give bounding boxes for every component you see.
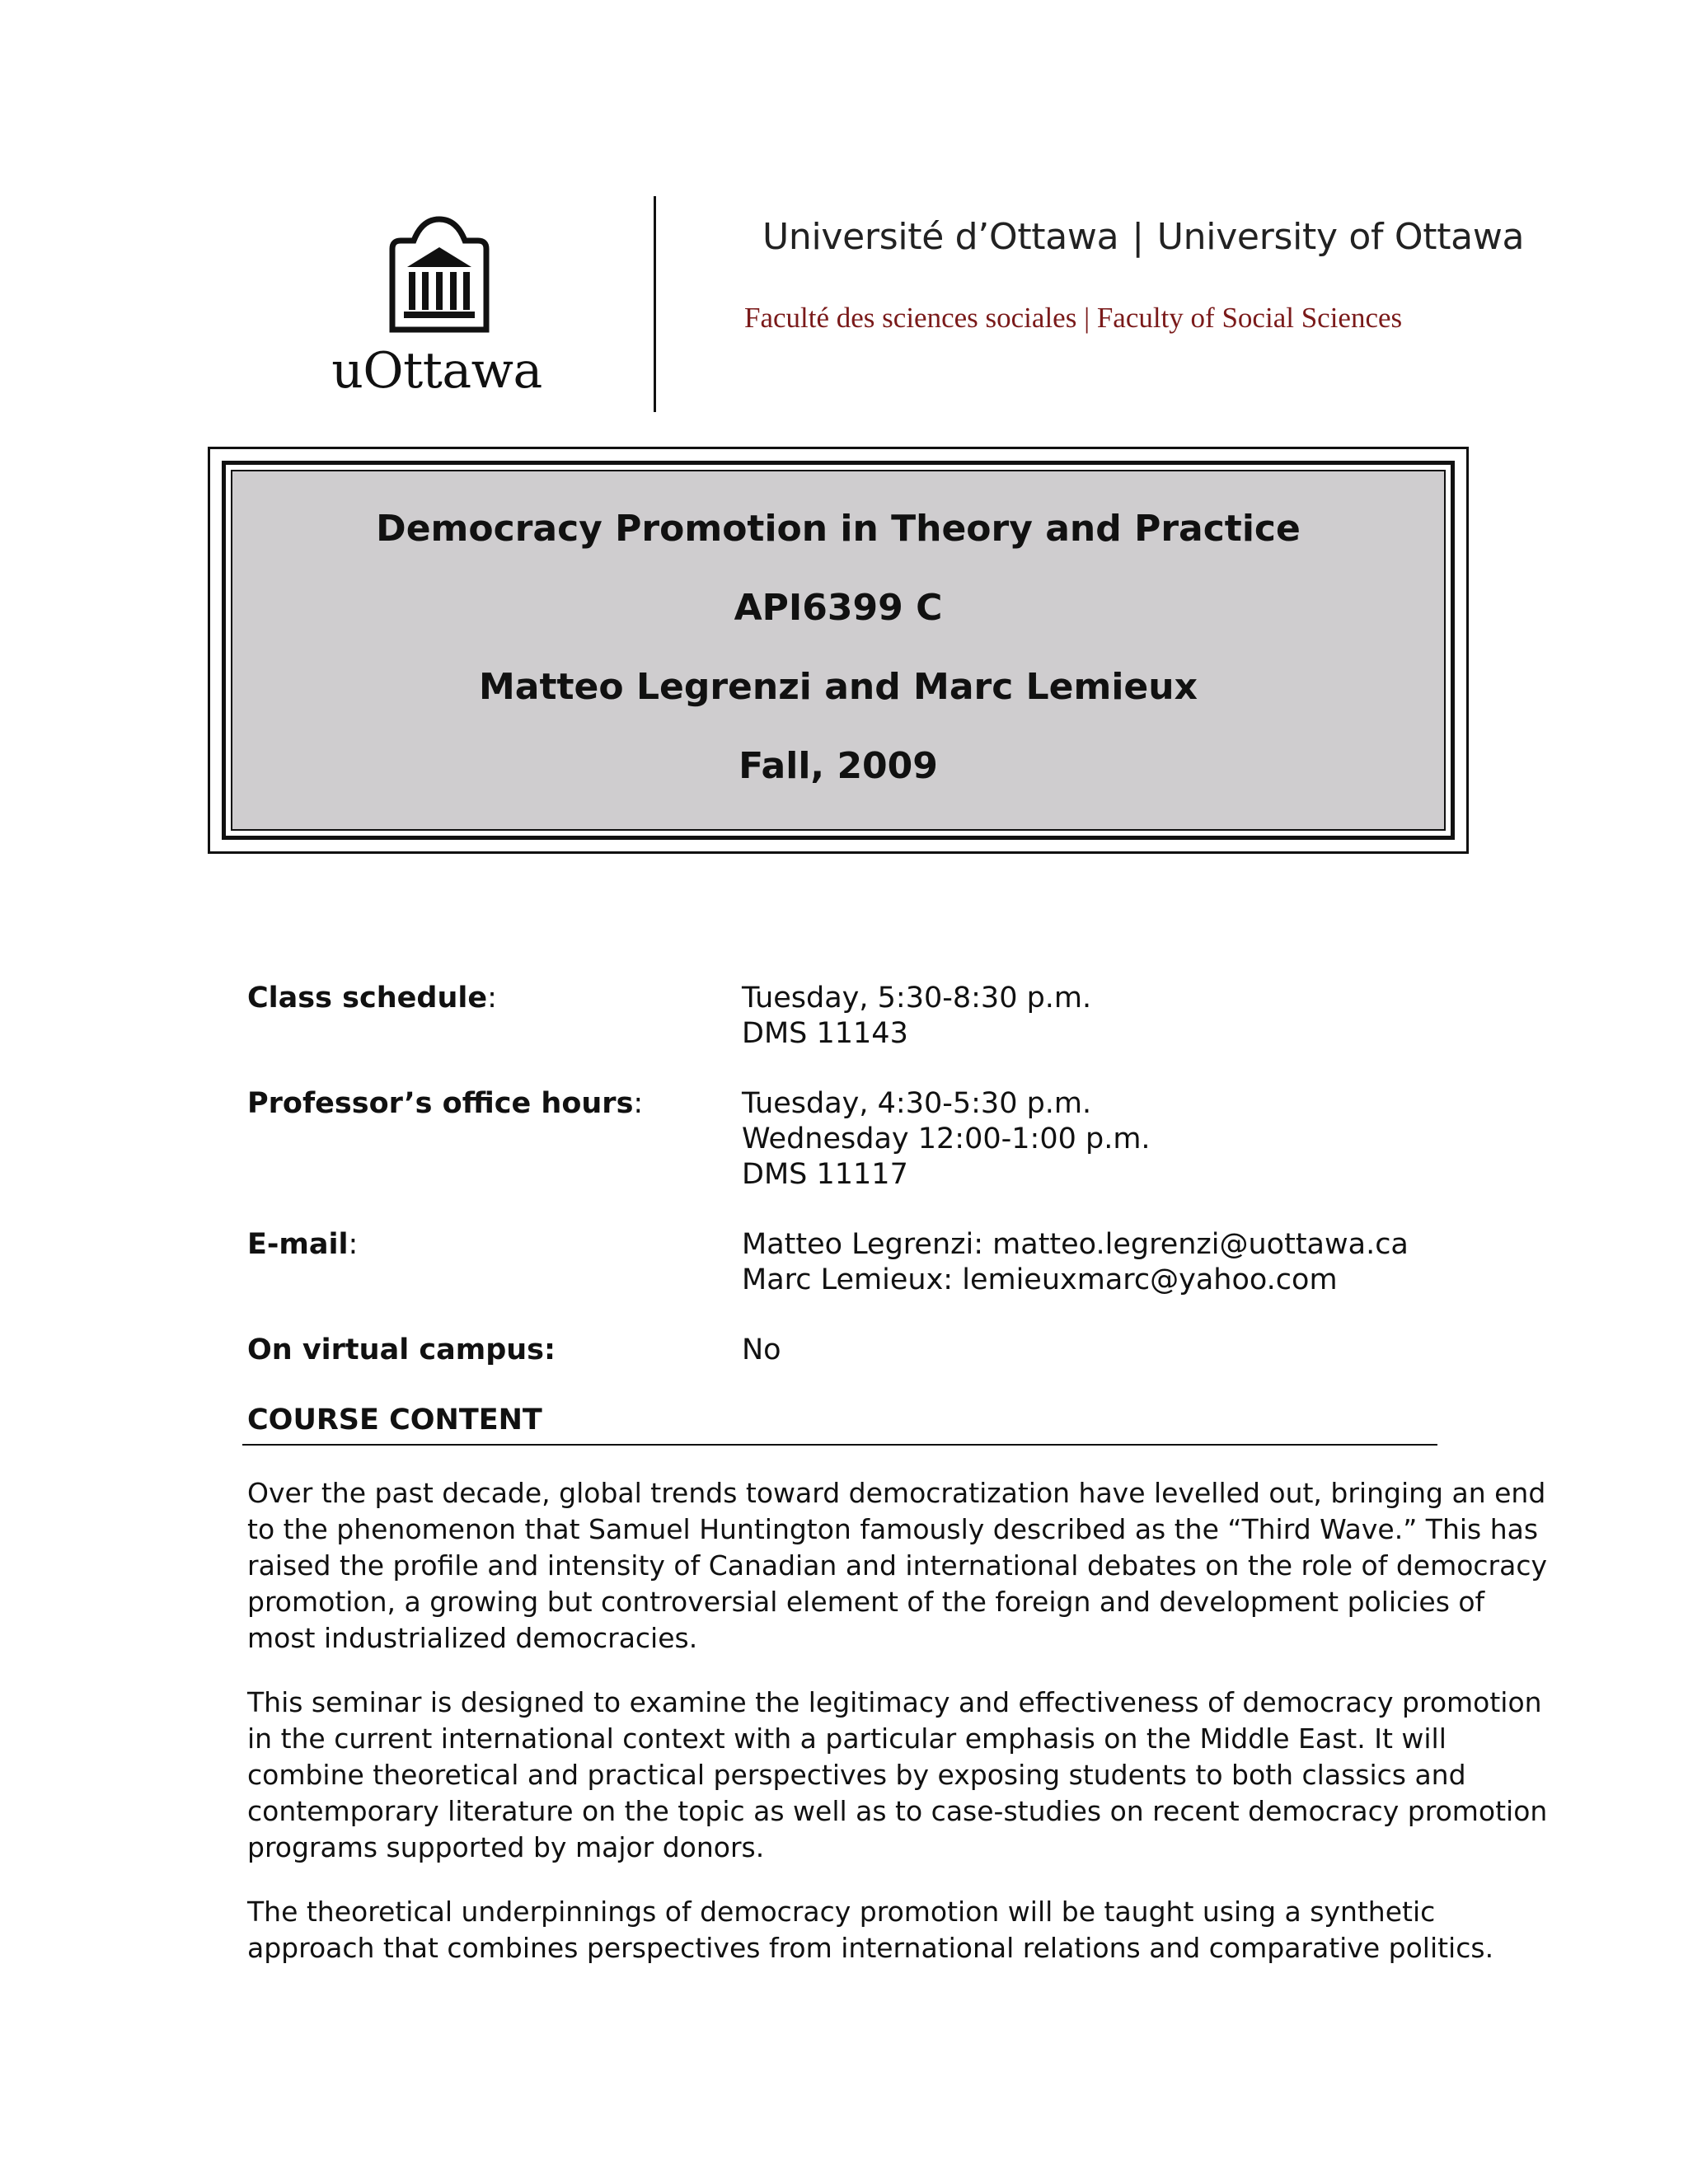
info-label: E-mail: (247, 1228, 359, 1261)
info-value-line: DMS 11117 (742, 1158, 908, 1191)
email-line: Marc Lemieux: lemieuxmarc@yahoo.com (742, 1263, 1338, 1296)
course-term: Fall, 2009 (738, 745, 938, 787)
university-name-en: University of Ottawa (1156, 216, 1525, 258)
paragraph: The theoretical underpinnings of democracy promotion will be taught using a synthetic approach that combines perspectives from international relations and comparative politics. (247, 1896, 1494, 1964)
info-value (742, 1227, 1409, 1298)
course-code: API6399 C (734, 587, 943, 629)
title-box (208, 447, 1469, 854)
section-divider (242, 1444, 1437, 1446)
info-label: Class schedule: (247, 982, 497, 1015)
info-label: Professor’s office hours: (247, 1087, 644, 1120)
paragraph: This seminar is designed to examine the legitimacy and effectiveness of democracy promotion in the current international context with a particular emphasis on the Middle East. It will combine theoretical and practical perspectives by exposing students to both classics and contemporary literature on the topic as well as to case-studies on recent democracy promotion programs supported by major donors. (247, 1686, 1548, 1863)
course-info (247, 981, 1451, 1403)
title-box-fill (231, 470, 1446, 831)
university-building-icon (389, 216, 490, 333)
course-title: Democracy Promotion in Theory and Practice (376, 508, 1301, 550)
course-content-body (247, 1475, 1548, 1994)
university-name-separator: | (1132, 216, 1144, 258)
info-value (742, 1333, 781, 1368)
info-value-line: Tuesday, 4:30-5:30 p.m. (742, 1087, 1092, 1120)
university-name (762, 216, 1524, 258)
info-row-virtual-campus (247, 1333, 1451, 1368)
course-instructors: Matteo Legrenzi and Marc Lemieux (479, 666, 1198, 708)
info-value-line: Wednesday 12:00-1:00 p.m. (742, 1122, 1151, 1155)
title-box-inner (222, 461, 1455, 840)
info-value (742, 1086, 1151, 1193)
faculty-name: Faculté des sciences sociales | Faculty of Social Sciences (744, 302, 1403, 334)
info-value-line: No (742, 1333, 781, 1366)
header-divider (654, 196, 656, 412)
email-line: Matteo Legrenzi: matteo.legrenzi@uottawa.ca (742, 1228, 1409, 1261)
info-label: On virtual campus: (247, 1333, 556, 1366)
paragraph: Over the past decade, global trends toward democratization have levelled out, bringing an end to the phenomenon that Samuel Huntington famously described as the “Third Wave.” This has raised the profile and intensity of Canadian and international debates on the role of democracy promotion, a growing but controversial element of the foreign and development policies of most industrialized democracies. (247, 1477, 1548, 1654)
info-row-office-hours (247, 1086, 1451, 1193)
info-value-line: Tuesday, 5:30-8:30 p.m. (742, 982, 1092, 1015)
info-row-schedule (247, 981, 1451, 1052)
section-heading-course-content: COURSE CONTENT (247, 1404, 542, 1436)
info-value-line: DMS 11143 (742, 1017, 908, 1050)
logo-wordmark: uOttawa (331, 342, 542, 400)
info-row-email (247, 1227, 1451, 1298)
university-name-fr: Université d’Ottawa (762, 216, 1119, 258)
university-logo (313, 216, 560, 414)
info-value (742, 981, 1091, 1052)
